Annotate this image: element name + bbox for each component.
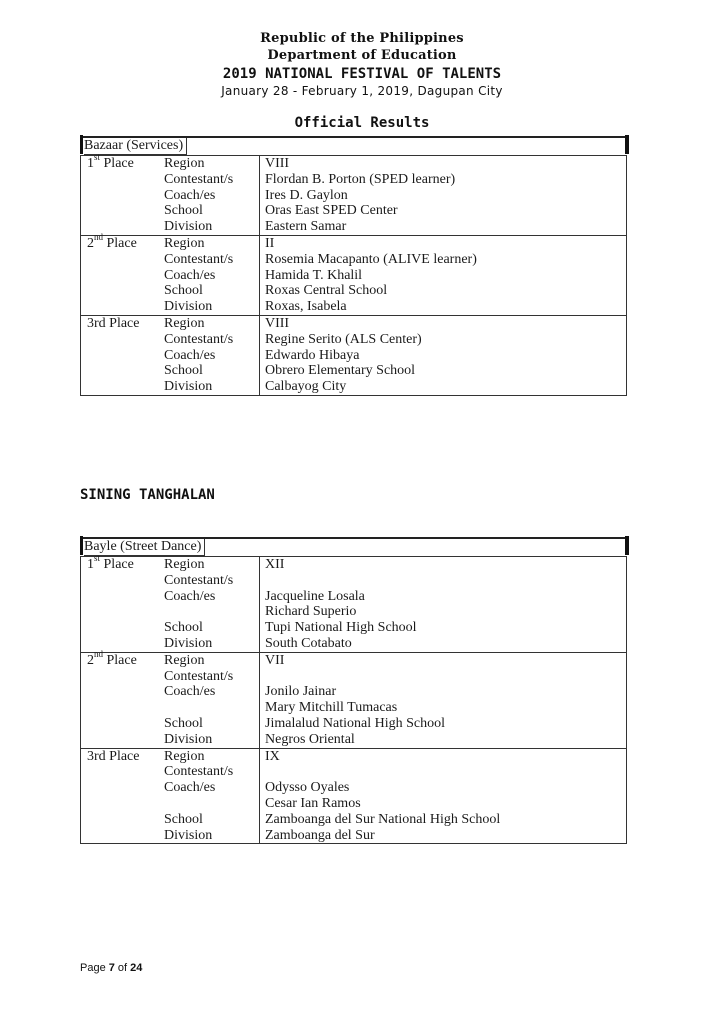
field-value: Tupi National High School (265, 620, 417, 636)
place-cell (81, 348, 164, 364)
place-label: 3rd Place (87, 748, 140, 764)
place-cell (81, 732, 164, 748)
field-label: Division (164, 827, 213, 843)
place-cell (81, 684, 164, 700)
festival-dates: January 28 - February 1, 2019, Dagupan City (221, 84, 503, 98)
festival-title: 2019 NATIONAL FESTIVAL OF TALENTS (222, 66, 502, 82)
caption-right-bar (625, 135, 629, 154)
field-value: IX (265, 748, 280, 764)
place-cell (81, 649, 164, 669)
place-cell (81, 283, 164, 299)
place-group (81, 232, 626, 316)
caption-left-bar (80, 135, 83, 154)
field-label: Coach/es (164, 684, 216, 700)
field-value: Ires D. Gaylon (265, 187, 348, 203)
field-value: Hamida T. Khalil (265, 267, 363, 283)
table-row (81, 268, 626, 284)
field-label: Division (164, 635, 213, 651)
field-label: School (164, 283, 203, 299)
results-table-bazaar (80, 136, 627, 396)
department-line: Department of Education (267, 48, 457, 63)
column-divider (259, 557, 260, 652)
field-label: Contestant/s (164, 668, 234, 684)
place-cell (81, 203, 164, 219)
place-ordinal-suffix: st (94, 553, 101, 564)
place-label: 2 (87, 235, 94, 251)
column-divider (259, 236, 260, 315)
table-row (81, 203, 626, 219)
section-heading: SINING TANGHALAN (80, 487, 215, 503)
field-label (164, 700, 259, 716)
field-label: Contestant/s (164, 251, 234, 267)
place-cell (81, 573, 164, 589)
column-divider (259, 749, 260, 844)
table-row (81, 252, 626, 268)
table-row (81, 636, 626, 652)
field-label: Contestant/s (164, 331, 234, 347)
field-label: Region (164, 652, 205, 668)
place-word: Place (100, 156, 134, 171)
field-label: Coach/es (164, 267, 216, 283)
table-row (81, 188, 626, 204)
column-divider (259, 156, 260, 235)
table-row (81, 316, 626, 332)
place-word: Place (103, 652, 137, 668)
field-label: Region (164, 156, 205, 171)
field-value: Rosemia Macapanto (ALIVE learner) (265, 251, 477, 267)
table-row (81, 604, 626, 620)
field-value: XII (265, 557, 285, 572)
table-body (80, 152, 627, 396)
table-caption: Bayle (Street Dance) (84, 539, 205, 556)
table-row (81, 732, 626, 748)
table-body (80, 553, 627, 844)
table-row (81, 764, 626, 780)
place-label: 1 (87, 557, 94, 572)
table-row (81, 348, 626, 364)
place-word: Place (103, 235, 137, 251)
field-value: Obrero Elementary School (265, 363, 416, 379)
footer-total-pages: 24 (130, 962, 143, 974)
place-cell (81, 828, 164, 844)
place-group (81, 749, 626, 844)
field-value: Eastern Samar (265, 219, 347, 235)
official-results-title: Official Results (294, 115, 430, 131)
field-value: Jonilo Jainar (265, 684, 337, 700)
place-cell (81, 553, 164, 573)
table-row (81, 828, 626, 844)
place-cell (81, 152, 164, 172)
field-value: Regine Serito (ALS Center) (265, 331, 422, 347)
place-group (81, 553, 626, 653)
field-label: Coach/es (164, 347, 216, 363)
field-value: Roxas Central School (265, 283, 388, 299)
table-row (81, 152, 626, 172)
place-cell (81, 764, 164, 780)
field-label (164, 604, 259, 620)
place-cell (81, 700, 164, 716)
field-label: Coach/es (164, 588, 216, 604)
table-row (81, 363, 626, 379)
table-row (81, 669, 626, 685)
field-value: South Cotabato (265, 635, 352, 651)
place-ordinal-suffix: st (94, 152, 101, 163)
field-value: Negros Oriental (265, 731, 355, 747)
field-label: Region (164, 748, 205, 764)
field-label: Coach/es (164, 187, 216, 203)
field-value: VIII (265, 156, 290, 171)
results-table-bayle (80, 537, 627, 844)
field-value: VII (265, 652, 285, 668)
table-row (81, 232, 626, 252)
field-label: Contestant/s (164, 764, 234, 780)
place-label: 3rd Place (87, 315, 140, 331)
field-label: Division (164, 731, 213, 747)
field-label: School (164, 203, 203, 219)
table-row (81, 553, 626, 573)
table-row (81, 649, 626, 669)
field-value: Zamboanga del Sur (265, 827, 375, 843)
document-header (0, 30, 724, 99)
field-value: Calbayog City (265, 379, 347, 395)
place-group (81, 316, 626, 395)
footer-current-page: 7 (108, 962, 115, 974)
table-row (81, 573, 626, 589)
table-row (81, 749, 626, 765)
table-row (81, 700, 626, 716)
field-value: Mary Mitchill Tumacas (265, 700, 398, 716)
place-cell (81, 780, 164, 796)
table-row (81, 332, 626, 348)
table-row (81, 684, 626, 700)
field-label: Contestant/s (164, 572, 234, 588)
field-value: Flordan B. Porton (SPED learner) (265, 171, 456, 187)
place-group (81, 152, 626, 236)
column-divider (259, 316, 260, 395)
field-value: Edwardo Hibaya (265, 347, 360, 363)
field-label: Division (164, 379, 213, 395)
field-label: Division (164, 219, 213, 235)
place-cell (81, 188, 164, 204)
place-cell (81, 620, 164, 636)
table-row (81, 780, 626, 796)
field-value: Odysso Oyales (265, 780, 350, 796)
table-row (81, 812, 626, 828)
place-cell (81, 299, 164, 315)
field-label: Coach/es (164, 780, 216, 796)
place-word: Place (100, 557, 134, 572)
place-cell (81, 589, 164, 605)
field-value: Jimalalud National High School (265, 715, 446, 731)
caption-right-bar (625, 536, 629, 555)
place-cell (81, 268, 164, 284)
table-row (81, 589, 626, 605)
place-label: 1 (87, 156, 94, 171)
republic-line: Republic of the Philippines (260, 31, 464, 46)
place-cell (81, 332, 164, 348)
page-footer (80, 962, 142, 974)
field-value: II (265, 235, 275, 251)
place-label: 2 (87, 652, 94, 668)
place-cell (81, 316, 164, 332)
footer-prefix: Page (80, 962, 109, 974)
place-cell (81, 252, 164, 268)
field-label: School (164, 811, 203, 827)
field-label: School (164, 363, 203, 379)
field-label: School (164, 715, 203, 731)
field-label: Contestant/s (164, 171, 234, 187)
field-value: Roxas, Isabela (265, 299, 347, 315)
place-cell (81, 716, 164, 732)
place-cell (81, 749, 164, 765)
field-label: Region (164, 315, 205, 331)
place-cell (81, 379, 164, 395)
place-cell (81, 172, 164, 188)
place-ordinal-suffix: nd (94, 649, 103, 660)
table-row (81, 172, 626, 188)
field-value: VIII (265, 315, 290, 331)
table-row (81, 299, 626, 315)
field-value: Oras East SPED Center (265, 203, 398, 219)
place-cell (81, 669, 164, 685)
column-divider (259, 653, 260, 748)
field-label: Division (164, 299, 213, 315)
table-row (81, 379, 626, 395)
caption-left-bar (80, 536, 83, 555)
place-cell (81, 812, 164, 828)
place-cell (81, 796, 164, 812)
table-caption-bar (80, 537, 627, 556)
field-value: Zamboanga del Sur National High School (265, 811, 501, 827)
table-row (81, 796, 626, 812)
place-ordinal-suffix: nd (94, 232, 103, 243)
table-row (81, 283, 626, 299)
field-label: Region (164, 235, 205, 251)
table-caption-bar (80, 136, 627, 155)
table-row (81, 620, 626, 636)
place-cell (81, 232, 164, 252)
field-label (164, 796, 259, 812)
place-cell (81, 363, 164, 379)
table-caption: Bazaar (Services) (84, 138, 187, 155)
place-group (81, 649, 626, 749)
table-row (81, 219, 626, 235)
field-value: Jacqueline Losala (265, 588, 365, 604)
place-cell (81, 604, 164, 620)
field-label: School (164, 620, 203, 636)
footer-middle: of (114, 962, 131, 974)
field-value: Richard Superio (265, 604, 357, 620)
field-label: Region (164, 557, 205, 572)
table-row (81, 716, 626, 732)
field-value: Cesar Ian Ramos (265, 795, 361, 811)
